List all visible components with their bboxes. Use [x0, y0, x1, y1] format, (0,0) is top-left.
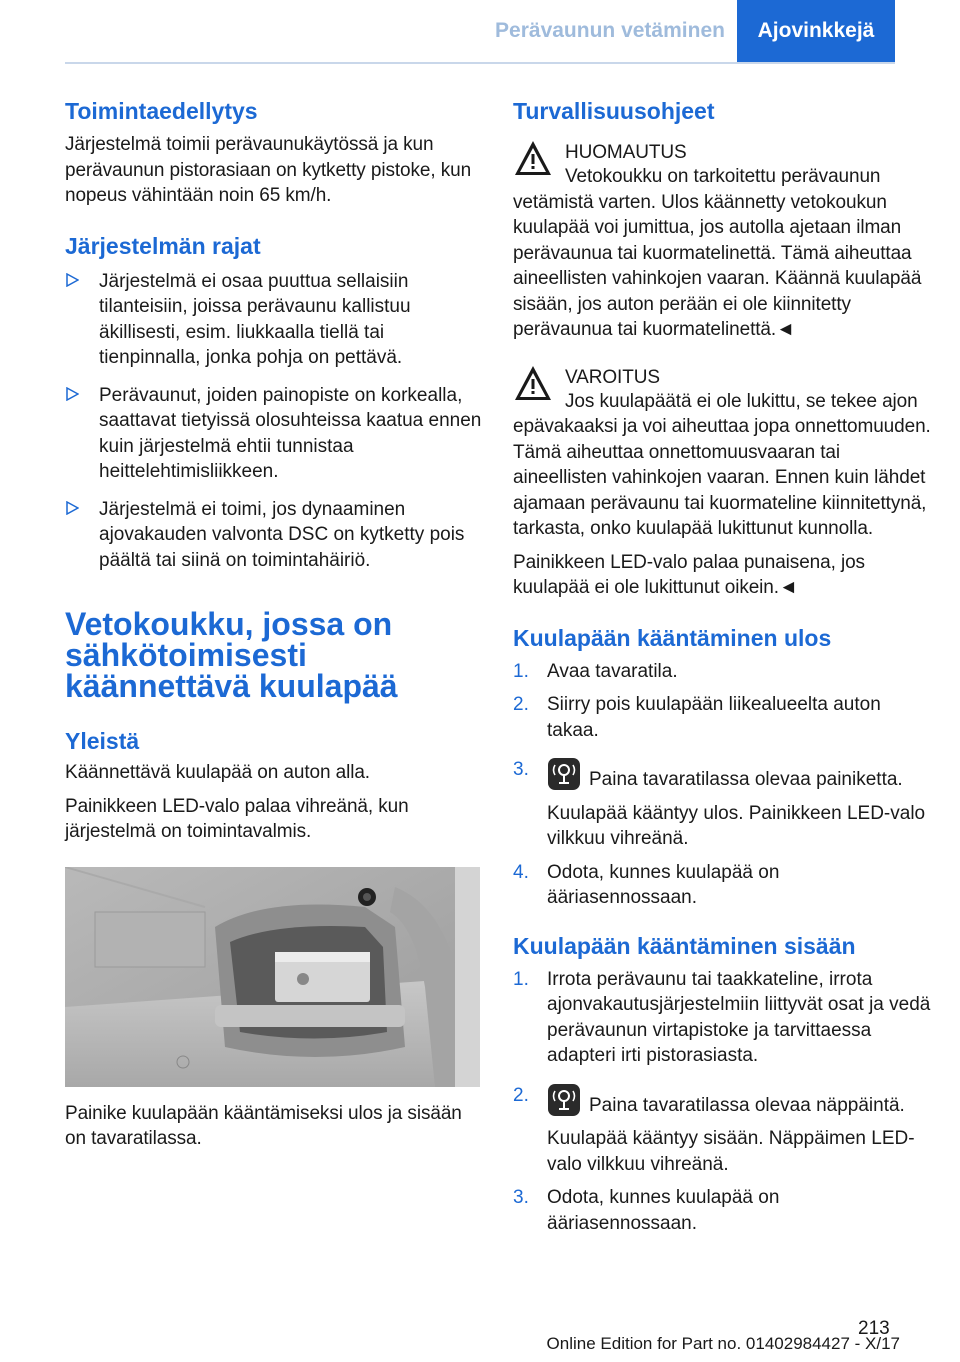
- step-text: Paina tavaratilassa olevaa painiketta.: [589, 769, 903, 790]
- fold-in-steps: [513, 967, 933, 1237]
- section-title-fold-out: Kuulapään kääntäminen ulos: [513, 624, 832, 651]
- towbar-button-icon: [547, 1083, 581, 1117]
- step-subtext: Kuulapää kääntyy sisään. Näppäimen LED-valo vilkkuu vihreänä.: [547, 1128, 915, 1175]
- header-divider: [65, 62, 895, 64]
- list-item-text: Järjestelmä ei toimi, jos dynaaminen ajovakauden valvonta DSC on kytketty pois päältä tai siinä on toimintahäiriö.: [99, 498, 465, 571]
- warning-label: VAROITUS: [565, 366, 660, 388]
- list-item: [65, 269, 485, 371]
- list-item: [65, 383, 485, 485]
- header-section-tab[interactable]: Perävaunun vetäminen: [495, 19, 725, 42]
- triangle-bullet-icon: [65, 387, 79, 401]
- notice-label: HUOMAUTUS: [565, 142, 687, 163]
- step-number: 2.: [513, 1084, 529, 1106]
- page-number: 213: [858, 1318, 890, 1339]
- step-text: Siirry pois kuulapään liikealueelta auton takaa.: [547, 694, 881, 741]
- list-item: [513, 1185, 933, 1236]
- step-text: Irrota perävaunu tai taakkateline, irrota ajonvakautusjärjestelmiin liittyvät osat ja vedä perävaunun virtapistoke ja tarvittaessa adapteri irti pistorasiasta.: [547, 968, 931, 1066]
- step-number: 3.: [513, 1187, 529, 1208]
- list-item: [513, 757, 933, 852]
- left-column: [65, 96, 485, 1152]
- step-subtext: Kuulapää kääntyy ulos. Painikkeen LED-valo vilkkuu vihreänä.: [547, 802, 926, 849]
- page-header: [0, 0, 960, 62]
- step-text: Paina tavaratilassa olevaa näppäintä.: [589, 1094, 905, 1116]
- towbar-button-icon: [547, 757, 581, 791]
- section-title-safety: Turvallisuusohjeet: [513, 98, 715, 124]
- section-title-prerequisite: Toimintaedellytys: [65, 98, 258, 124]
- triangle-bullet-icon: [65, 501, 79, 515]
- list-item: [513, 860, 933, 911]
- header-chapter-tab[interactable]: Ajovinkkejä: [737, 0, 895, 62]
- limits-list: [65, 269, 485, 574]
- photo-caption: Painike kuulapään kääntämiseksi ulos ja sisään on tavaratilassa.: [65, 1102, 462, 1149]
- section-title-general: Yleistä: [65, 728, 140, 754]
- right-column: [513, 96, 933, 1244]
- prerequisite-text: Järjestelmä toimii perävaunukäytössä ja kun perävaunun pistorasiaan on kytketty pistoke, kun nopeus vähintään noin 65 km/h.: [65, 134, 472, 206]
- warning-triangle-icon: [513, 363, 553, 403]
- main-heading: Vetokoukku, jossa on sähkötoimisesti käännettävä kuulapää: [65, 606, 398, 704]
- list-item-text: Perävaunut, joiden painopiste on korkealla, saattavat tietyissä olosuhteissa kaatua ennen kuin järjestelmä ehtii tunnistaa heittelehtimisliikkeen.: [99, 384, 482, 482]
- section-title-limits: Järjestelmän rajat: [65, 232, 261, 259]
- warning-text: Jos kuulapäätä ei ole lukittu, se tekee ajon epävakaaksi ja voi aiheuttaa jopa onnettomuuden. Tämä aiheuttaa onnettomuusvaaran tai aineellisten vahinkojen vaaran. Ennen kuin lähdet ajamaan perävaunu tai kuormateline kiinnitettynä, tarkasta, onko kuulapää lukittunut kunnolla.: [513, 390, 931, 539]
- step-text: Odota, kunnes kuulapää on ääriasennossaan.: [547, 1187, 780, 1234]
- step-number: 2.: [513, 694, 529, 715]
- list-item: [513, 692, 933, 743]
- step-number: 1.: [513, 968, 529, 990]
- step-number: 1.: [513, 660, 529, 682]
- notice-text: Vetokoukku on tarkoitettu perävaunun vetämistä varten. Ulos käännetty vetokoukun kuulapää voi jumittua, jos autolla ajetaan ilman perävaunua tai kuormatelinettä. Tämä aiheuttaa aineellisten vahinkojen vaaran. Käännä kuulapää sisään, jos auton perään ei ole kiinnitetty perävaunua tai kuormatelinettä.◄: [513, 166, 922, 340]
- step-text: Avaa tavaratila.: [547, 660, 678, 682]
- list-item-text: Järjestelmä ei osaa puuttua sellaisiin tilanteisiin, joissa perävaunu kallistuu äkillisesti, esim. liukkaalla tiellä tai tienpinnalla, jonka pohja on pettävä.: [99, 270, 411, 368]
- list-item: [513, 967, 933, 1069]
- list-item: [513, 1083, 933, 1178]
- step-number: 3.: [513, 759, 529, 780]
- step-number: 4.: [513, 861, 529, 883]
- warning-triangle-icon: [513, 138, 553, 178]
- trunk-compartment-photo: [65, 867, 480, 1087]
- triangle-bullet-icon: [65, 273, 79, 287]
- led-red-text: Painikkeen LED-valo palaa punaisena, jos kuulapää ei ole lukittunut oikein.◄: [513, 551, 865, 598]
- section-title-fold-in: Kuulapään kääntäminen sisään: [513, 932, 856, 959]
- edition-footer: Online Edition for Part no. 01402984427 - X/17: [546, 1334, 900, 1353]
- general-text-1: Käännettävä kuulapää on auton alla.: [65, 762, 370, 783]
- step-text: Odota, kunnes kuulapää on ääriasennossaan.: [547, 861, 780, 908]
- general-text-2: Painikkeen LED-valo palaa vihreänä, kun järjestelmä on toimintavalmis.: [65, 795, 409, 842]
- list-item: [513, 659, 933, 685]
- fold-out-steps: [513, 659, 933, 911]
- list-item: [65, 497, 485, 574]
